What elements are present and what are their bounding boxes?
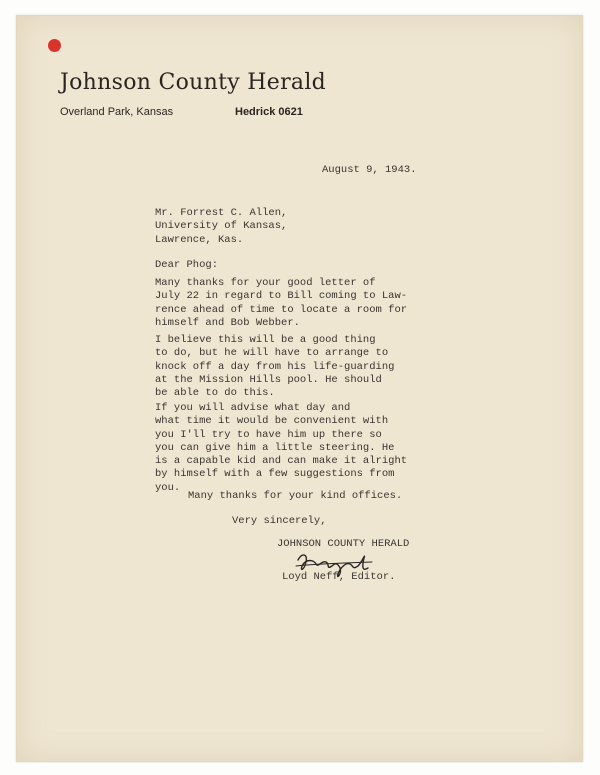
- paragraph-line: you I'll try to have him up there so: [155, 428, 382, 441]
- recipient-line: Lawrence, Kas.: [155, 233, 244, 246]
- sign-off: Very sincerely,: [232, 515, 327, 527]
- paragraph-line: Many thanks for your good letter of: [155, 277, 376, 289]
- paragraph-line: you can give him a little steering. He: [155, 441, 395, 454]
- paragraph-line: be able to do this.: [155, 387, 275, 400]
- paragraph-line: rence ahead of time to locate a room for: [155, 303, 408, 316]
- paragraph-line: is a capable kid and can make it alright: [155, 455, 408, 468]
- paragraph-line: to do, but he will have to arrange to: [155, 347, 389, 360]
- paragraph-line: by himself with a few suggestions from: [155, 468, 395, 481]
- paragraph-1: [155, 277, 407, 330]
- letterhead-phone: Hedrick 0621: [235, 106, 303, 118]
- paragraph-line: himself and Bob Webber.: [155, 316, 300, 329]
- recipient-line: Mr. Forrest C. Allen,: [155, 207, 288, 219]
- signer-name: Loyd Neff, Editor.: [282, 571, 396, 583]
- recipient-address: [155, 207, 287, 247]
- paragraph-2: [155, 334, 394, 400]
- paragraph-line: I believe this will be a good thing: [155, 334, 376, 346]
- paragraph-line: July 22 in regard to Bill coming to Law-: [155, 290, 408, 303]
- letterhead-title: Johnson County Herald: [60, 70, 327, 95]
- organization-name: JOHNSON COUNTY HERALD: [277, 538, 410, 550]
- recipient-line: University of Kansas,: [155, 220, 288, 233]
- paragraph-line: you.: [155, 481, 181, 494]
- salutation: Dear Phog:: [155, 259, 219, 271]
- paragraph-line: If you will advise what day and: [155, 402, 351, 414]
- paragraph-line: at the Mission Hills pool. He should: [155, 373, 382, 386]
- letterhead-location: Overland Park, Kansas: [60, 106, 174, 118]
- paragraph-line: knock off a day from his life-guarding: [155, 360, 395, 373]
- paragraph-line: what time it would be convenient with: [155, 415, 389, 428]
- letterhead-red-dot: [48, 39, 61, 52]
- letter-date: August 9, 1943.: [322, 164, 417, 176]
- closing-line: Many thanks for your kind offices.: [188, 490, 403, 502]
- paragraph-3: [155, 402, 407, 495]
